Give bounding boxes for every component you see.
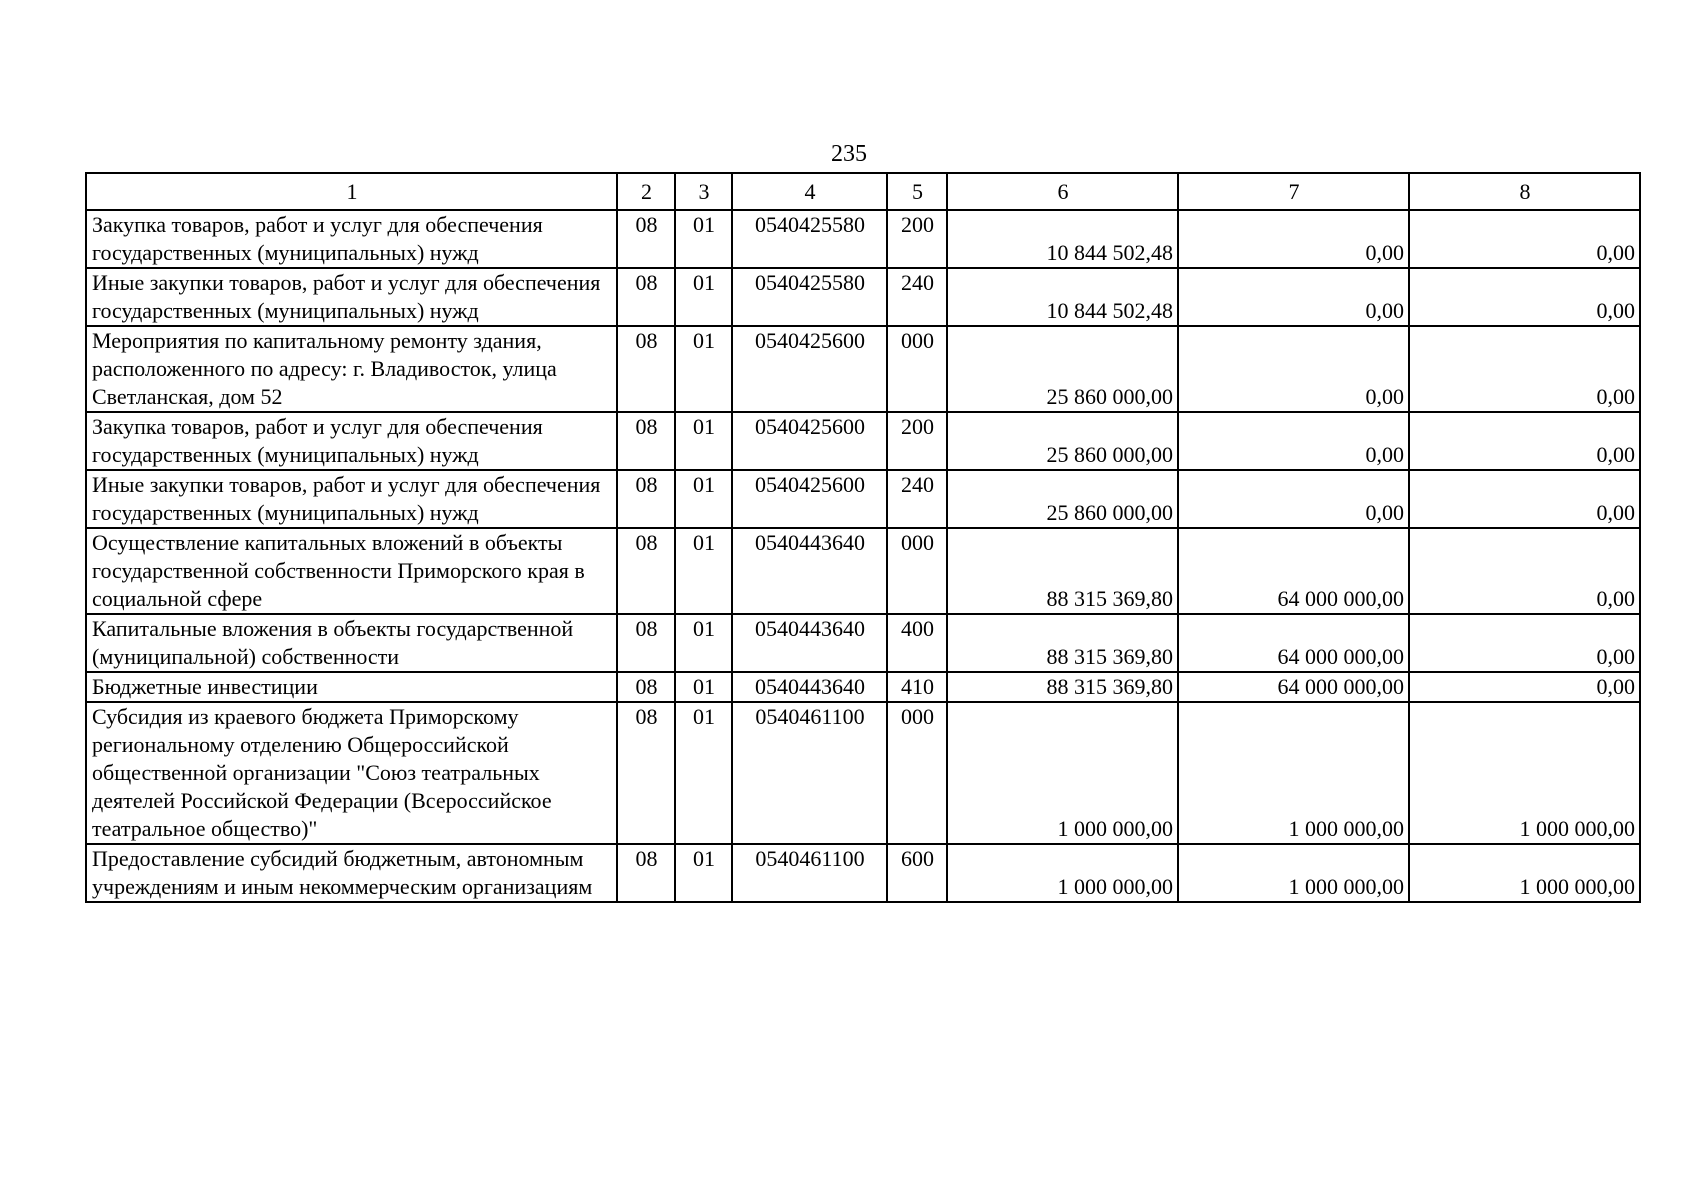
amount-col-6: 10 844 502,48 xyxy=(947,268,1178,326)
row-name: Капитальные вложения в объекты государственной (муниципальной) собственности xyxy=(86,614,617,672)
amount-col-7: 1 000 000,00 xyxy=(1178,844,1409,902)
amount-col-6: 25 860 000,00 xyxy=(947,412,1178,470)
amount-col-6: 25 860 000,00 xyxy=(947,326,1178,412)
expense-type-code: 000 xyxy=(887,326,947,412)
amount-col-6: 88 315 369,80 xyxy=(947,528,1178,614)
section-code: 08 xyxy=(617,528,675,614)
section-code: 08 xyxy=(617,268,675,326)
amount-col-8: 0,00 xyxy=(1409,672,1640,702)
column-header: 4 xyxy=(732,173,887,210)
expense-type-code: 240 xyxy=(887,470,947,528)
amount-col-8: 0,00 xyxy=(1409,470,1640,528)
header-row xyxy=(86,173,1640,210)
subsection-code: 01 xyxy=(675,470,732,528)
column-header: 7 xyxy=(1178,173,1409,210)
section-code: 08 xyxy=(617,210,675,268)
amount-col-8: 0,00 xyxy=(1409,268,1640,326)
row-name: Субсидия из краевого бюджета Приморскому региональному отделению Общероссийской общественной организации "Союз театральных деятелей Российской Федерации (Всероссийское театральное общество)" xyxy=(86,702,617,844)
target-article-code: 0540461100 xyxy=(732,702,887,844)
column-header: 3 xyxy=(675,173,732,210)
table-row xyxy=(86,412,1640,470)
column-header: 2 xyxy=(617,173,675,210)
expense-type-code: 400 xyxy=(887,614,947,672)
amount-col-8: 1 000 000,00 xyxy=(1409,844,1640,902)
row-name: Предоставление субсидий бюджетным, автономным учреждениям и иным некоммерческим организациям xyxy=(86,844,617,902)
amount-col-7: 0,00 xyxy=(1178,268,1409,326)
amount-col-7: 1 000 000,00 xyxy=(1178,702,1409,844)
expense-type-code: 410 xyxy=(887,672,947,702)
target-article-code: 0540443640 xyxy=(732,528,887,614)
row-name: Закупка товаров, работ и услуг для обеспечения государственных (муниципальных) нужд xyxy=(86,210,617,268)
column-header: 1 xyxy=(86,173,617,210)
amount-col-6: 1 000 000,00 xyxy=(947,702,1178,844)
section-code: 08 xyxy=(617,702,675,844)
target-article-code: 0540425600 xyxy=(732,326,887,412)
amount-col-6: 88 315 369,80 xyxy=(947,672,1178,702)
target-article-code: 0540461100 xyxy=(732,844,887,902)
amount-col-6: 1 000 000,00 xyxy=(947,844,1178,902)
amount-col-7: 0,00 xyxy=(1178,326,1409,412)
target-article-code: 0540443640 xyxy=(732,614,887,672)
target-article-code: 0540425580 xyxy=(732,268,887,326)
section-code: 08 xyxy=(617,844,675,902)
budget-table xyxy=(85,172,1641,903)
expense-type-code: 200 xyxy=(887,412,947,470)
amount-col-8: 0,00 xyxy=(1409,528,1640,614)
amount-col-7: 64 000 000,00 xyxy=(1178,614,1409,672)
section-code: 08 xyxy=(617,614,675,672)
row-name: Иные закупки товаров, работ и услуг для обеспечения государственных (муниципальных) нужд xyxy=(86,470,617,528)
subsection-code: 01 xyxy=(675,614,732,672)
table-row xyxy=(86,470,1640,528)
table-row xyxy=(86,702,1640,844)
subsection-code: 01 xyxy=(675,528,732,614)
subsection-code: 01 xyxy=(675,268,732,326)
section-code: 08 xyxy=(617,470,675,528)
row-name: Иные закупки товаров, работ и услуг для обеспечения государственных (муниципальных) нужд xyxy=(86,268,617,326)
table-row xyxy=(86,614,1640,672)
target-article-code: 0540425600 xyxy=(732,470,887,528)
expense-type-code: 000 xyxy=(887,702,947,844)
amount-col-8: 1 000 000,00 xyxy=(1409,702,1640,844)
table-row xyxy=(86,672,1640,702)
row-name: Осуществление капитальных вложений в объекты государственной собственности Приморского края в социальной сфере xyxy=(86,528,617,614)
amount-col-8: 0,00 xyxy=(1409,412,1640,470)
section-code: 08 xyxy=(617,326,675,412)
expense-type-code: 200 xyxy=(887,210,947,268)
amount-col-7: 0,00 xyxy=(1178,470,1409,528)
expense-type-code: 600 xyxy=(887,844,947,902)
target-article-code: 0540425600 xyxy=(732,412,887,470)
table-row xyxy=(86,326,1640,412)
page-number: 235 xyxy=(831,141,867,167)
row-name: Закупка товаров, работ и услуг для обеспечения государственных (муниципальных) нужд xyxy=(86,412,617,470)
expense-type-code: 000 xyxy=(887,528,947,614)
amount-col-6: 88 315 369,80 xyxy=(947,614,1178,672)
subsection-code: 01 xyxy=(675,210,732,268)
amount-col-7: 64 000 000,00 xyxy=(1178,528,1409,614)
expense-type-code: 240 xyxy=(887,268,947,326)
column-header: 5 xyxy=(887,173,947,210)
subsection-code: 01 xyxy=(675,412,732,470)
amount-col-8: 0,00 xyxy=(1409,614,1640,672)
amount-col-7: 0,00 xyxy=(1178,210,1409,268)
section-code: 08 xyxy=(617,412,675,470)
subsection-code: 01 xyxy=(675,844,732,902)
table-row xyxy=(86,268,1640,326)
amount-col-8: 0,00 xyxy=(1409,210,1640,268)
subsection-code: 01 xyxy=(675,672,732,702)
subsection-code: 01 xyxy=(675,702,732,844)
target-article-code: 0540425580 xyxy=(732,210,887,268)
amount-col-6: 25 860 000,00 xyxy=(947,470,1178,528)
amount-col-7: 64 000 000,00 xyxy=(1178,672,1409,702)
amount-col-6: 10 844 502,48 xyxy=(947,210,1178,268)
column-header: 6 xyxy=(947,173,1178,210)
table-row xyxy=(86,844,1640,902)
column-header: 8 xyxy=(1409,173,1640,210)
section-code: 08 xyxy=(617,672,675,702)
table-row xyxy=(86,210,1640,268)
table-row xyxy=(86,528,1640,614)
amount-col-8: 0,00 xyxy=(1409,326,1640,412)
subsection-code: 01 xyxy=(675,326,732,412)
row-name: Мероприятия по капитальному ремонту здания, расположенного по адресу: г. Владивосток, улица Светланская, дом 52 xyxy=(86,326,617,412)
row-name: Бюджетные инвестиции xyxy=(86,672,617,702)
target-article-code: 0540443640 xyxy=(732,672,887,702)
amount-col-7: 0,00 xyxy=(1178,412,1409,470)
